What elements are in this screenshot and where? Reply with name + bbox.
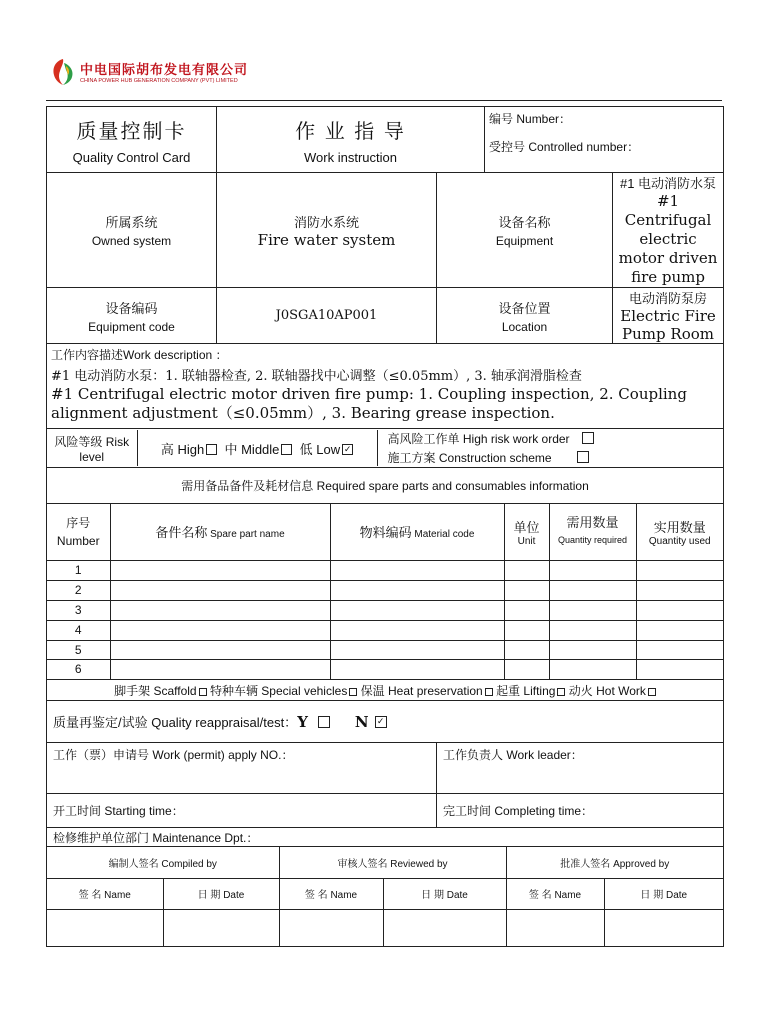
approved-name-field[interactable] bbox=[506, 909, 604, 946]
risk-low-label: 低 Low bbox=[299, 441, 341, 457]
qty-used-field[interactable] bbox=[636, 659, 723, 679]
special-requirements-row bbox=[47, 680, 724, 701]
material-code-field[interactable] bbox=[330, 560, 504, 580]
material-code-field[interactable] bbox=[330, 659, 504, 679]
work-leader-label: 工作负责人 Work leader： bbox=[443, 748, 583, 762]
spare-name-field[interactable] bbox=[110, 659, 330, 679]
work-description-label: 工作内容描述Work description ： bbox=[51, 348, 228, 362]
equipment-code-cn: 设备编码 bbox=[105, 300, 158, 316]
card-title-cell bbox=[47, 107, 217, 173]
qty-required-field[interactable] bbox=[549, 600, 636, 620]
reappraisal-yes-label: Y bbox=[297, 713, 308, 731]
equipment-label-cell bbox=[437, 173, 613, 288]
work-description-cn: #1 电动消防水泵：1. 联轴器检查, 2. 联轴器找中心调整（≤0.05mm）, 3. 轴承润滑脂检查 bbox=[51, 369, 582, 384]
work-leader-cell[interactable] bbox=[437, 743, 724, 794]
number-cell bbox=[485, 107, 724, 173]
equipment-value-cn: #1 电动消防水泵 bbox=[619, 176, 717, 191]
equipment-code-label-cell bbox=[47, 288, 217, 344]
location-label-cell bbox=[437, 288, 613, 344]
material-code-field[interactable] bbox=[330, 640, 504, 659]
material-code-field[interactable] bbox=[330, 580, 504, 600]
reviewed-name-header: 签 名 Name bbox=[279, 878, 383, 909]
reviewed-name-field[interactable] bbox=[279, 909, 383, 946]
logo-text-cn: 中电国际胡布发电有限公司 bbox=[80, 62, 249, 77]
location-label-cn: 设备位置 bbox=[498, 300, 551, 316]
material-code-field[interactable] bbox=[330, 620, 504, 640]
risk-row bbox=[47, 429, 724, 468]
special-vehicles-checkbox[interactable] bbox=[349, 688, 357, 696]
signature-section bbox=[47, 847, 724, 947]
work-description-en: #1 Centrifugal electric motor driven fire pump: 1. Coupling inspection, 2. Coupling alignment adjustment（≤0.05mm）, 3. Bearing grease inspection. bbox=[51, 385, 687, 422]
qty-used-field[interactable] bbox=[636, 620, 723, 640]
unit-field[interactable] bbox=[504, 580, 549, 600]
high-risk-order-en: High risk work order bbox=[462, 432, 570, 446]
row-number: 5 bbox=[47, 640, 110, 659]
risk-documents bbox=[377, 430, 723, 466]
construction-scheme-en: Construction scheme bbox=[438, 451, 552, 465]
compiled-by-header: 编制人签名 Compiled by bbox=[47, 847, 279, 878]
owned-system-value-cell bbox=[217, 173, 437, 288]
owned-system-cn: 所属系统 bbox=[105, 215, 158, 230]
compiled-name-header: 签 名 Name bbox=[47, 878, 163, 909]
spare-name-field[interactable] bbox=[110, 600, 330, 620]
equipment-value-cell bbox=[613, 173, 724, 288]
work-permit-apply-label: 工作（票）申请号 Work (permit) apply NO.： bbox=[53, 748, 294, 762]
hot-work-checkbox[interactable] bbox=[648, 688, 656, 696]
quality-control-form bbox=[46, 106, 724, 947]
spare-name-field[interactable] bbox=[110, 580, 330, 600]
work-description-cell bbox=[47, 344, 724, 429]
risk-level-options bbox=[137, 430, 377, 466]
unit-field[interactable] bbox=[504, 640, 549, 659]
qty-required-field[interactable] bbox=[549, 640, 636, 659]
risk-low-checkbox[interactable] bbox=[342, 444, 353, 455]
owned-system-en: Owned system bbox=[91, 234, 172, 248]
reviewed-date-field[interactable] bbox=[383, 909, 506, 946]
reviewed-by-header: 审核人签名 Reviewed by bbox=[279, 847, 506, 878]
qty-used-field[interactable] bbox=[636, 600, 723, 620]
special-vehicles-label: 特种车辆 Special vehicles bbox=[209, 683, 348, 698]
compiled-date-field[interactable] bbox=[163, 909, 279, 946]
col-quantity-required: 需用数量 Quantity required bbox=[549, 504, 636, 560]
reappraisal-no-label: N bbox=[354, 713, 369, 731]
work-instruction-en: Work instruction bbox=[304, 149, 397, 165]
owned-system-value-en: Fire water system bbox=[257, 230, 396, 249]
equipment-label-en: Equipment bbox=[495, 234, 554, 248]
completing-time-label: 完工时间 Completing time： bbox=[443, 804, 594, 818]
location-label-en: Location bbox=[501, 319, 548, 334]
equipment-code-en: Equipment code bbox=[88, 319, 175, 334]
table-row bbox=[47, 560, 723, 580]
spare-name-field[interactable] bbox=[110, 640, 330, 659]
maintenance-dept-label: 检修维护单位部门 Maintenance Dpt.： bbox=[53, 830, 259, 845]
starting-time-cell[interactable] bbox=[47, 794, 437, 828]
compiled-date-header: 日 期 Date bbox=[163, 878, 279, 909]
qty-used-field[interactable] bbox=[636, 580, 723, 600]
scaffold-label: 脚手架 Scaffold bbox=[114, 683, 197, 698]
work-instruction-cell bbox=[217, 107, 485, 173]
table-row bbox=[47, 580, 723, 600]
qty-required-field[interactable] bbox=[549, 560, 636, 580]
risk-middle-label: 中 Middle bbox=[224, 441, 280, 457]
signature-table bbox=[47, 847, 723, 946]
col-quantity-used: 实用数量 Quantity used bbox=[648, 519, 711, 547]
risk-level-label: 风险等级 Risk level bbox=[47, 430, 137, 466]
unit-field[interactable] bbox=[504, 620, 549, 640]
row-number: 4 bbox=[47, 620, 110, 640]
spare-parts-title: 需用备品备件及耗材信息 Required spare parts and consumables information bbox=[47, 468, 724, 504]
compiled-name-field[interactable] bbox=[47, 909, 163, 946]
owned-system-value-cn: 消防水系统 bbox=[293, 214, 359, 230]
row-number: 3 bbox=[47, 600, 110, 620]
construction-scheme-checkbox[interactable] bbox=[577, 451, 589, 463]
spare-parts-table bbox=[47, 504, 723, 679]
header-rule bbox=[46, 100, 722, 101]
location-value-cell bbox=[613, 288, 724, 344]
risk-high-label: 高 High bbox=[160, 441, 205, 457]
table-row bbox=[47, 620, 723, 640]
maintenance-dept-cell[interactable] bbox=[47, 828, 724, 847]
number-label: 编号 Number： bbox=[489, 112, 572, 126]
heat-preservation-checkbox[interactable] bbox=[485, 688, 493, 696]
location-value-cn: 电动消防泵房 bbox=[629, 291, 708, 306]
card-title-cn: 质量控制卡 bbox=[76, 120, 187, 143]
col-unit: 单位 Unit bbox=[504, 504, 549, 560]
location-value-en: Electric Fire Pump Room bbox=[620, 307, 716, 343]
lifting-checkbox[interactable] bbox=[557, 688, 565, 696]
controlled-number-label: 受控号 Controlled number： bbox=[489, 140, 640, 154]
approved-by-header: 批准人签名 Approved by bbox=[560, 858, 670, 870]
equipment-label-cn: 设备名称 bbox=[498, 215, 551, 230]
col-material-code: 物料编码 Material code bbox=[330, 504, 504, 560]
high-risk-order-checkbox[interactable] bbox=[582, 432, 594, 444]
work-permit-apply-cell[interactable] bbox=[47, 743, 437, 794]
completing-time-cell[interactable] bbox=[437, 794, 724, 828]
high-risk-order-cn: 高风险工作单 bbox=[387, 432, 460, 446]
logo-text-en: CHINA POWER HUB GENERATION COMPANY (PVT) LIMITED bbox=[80, 78, 238, 84]
risk-middle-checkbox[interactable] bbox=[281, 444, 292, 455]
spare-name-field[interactable] bbox=[110, 620, 330, 640]
work-instruction-cn: 作 业 指 导 bbox=[295, 120, 406, 143]
heat-preservation-label: 保温 Heat preservation bbox=[360, 683, 483, 698]
spare-name-field[interactable] bbox=[110, 560, 330, 580]
unit-field[interactable] bbox=[504, 600, 549, 620]
spare-parts-table-cell bbox=[47, 504, 724, 680]
owned-system-label-cell bbox=[47, 173, 217, 288]
company-logo bbox=[48, 53, 249, 95]
approved-date-field[interactable] bbox=[604, 909, 723, 946]
row-number: 6 bbox=[47, 659, 110, 679]
card-title-en: Quality Control Card bbox=[72, 149, 191, 165]
col-spare-part-name: 备件名称 Spare part name bbox=[110, 504, 330, 560]
approved-date-header: 日 期 Date bbox=[604, 878, 723, 909]
hot-work-label: 动火 Hot Work bbox=[568, 683, 646, 698]
starting-time-label: 开工时间 Starting time： bbox=[53, 804, 184, 818]
equipment-value-en: #1 Centrifugal electric motor driven fire pump bbox=[618, 192, 718, 286]
qty-required-field[interactable] bbox=[549, 620, 636, 640]
table-row bbox=[47, 659, 723, 679]
row-number: 2 bbox=[47, 580, 110, 600]
quality-reappraisal-label: 质量再鉴定/试验 Quality reappraisal/test： bbox=[53, 715, 298, 730]
qty-used-field[interactable] bbox=[636, 640, 723, 659]
qty-required-field[interactable] bbox=[549, 659, 636, 679]
unit-field[interactable] bbox=[504, 560, 549, 580]
quality-reappraisal-row bbox=[47, 701, 724, 743]
row-number: 1 bbox=[47, 560, 110, 580]
reviewed-date-header: 日 期 Date bbox=[383, 878, 506, 909]
table-row bbox=[47, 600, 723, 620]
material-code-field[interactable] bbox=[330, 600, 504, 620]
qty-used-field[interactable] bbox=[636, 560, 723, 580]
reappraisal-no-checkbox[interactable] bbox=[375, 716, 387, 728]
col-number: 序号 Number bbox=[47, 504, 110, 560]
lifting-label: 起重 Lifting bbox=[496, 683, 556, 698]
construction-scheme-cn: 施工方案 bbox=[387, 451, 436, 465]
reappraisal-yes-checkbox[interactable] bbox=[318, 716, 330, 728]
table-row bbox=[47, 640, 723, 659]
logo-mark-icon bbox=[50, 57, 76, 87]
risk-high-checkbox[interactable] bbox=[206, 444, 217, 455]
unit-field[interactable] bbox=[504, 659, 549, 679]
equipment-code-value: J0SGA10AP001 bbox=[217, 288, 437, 344]
qty-required-field[interactable] bbox=[549, 580, 636, 600]
approved-name-header: 签 名 Name bbox=[506, 878, 604, 909]
scaffold-checkbox[interactable] bbox=[199, 688, 207, 696]
